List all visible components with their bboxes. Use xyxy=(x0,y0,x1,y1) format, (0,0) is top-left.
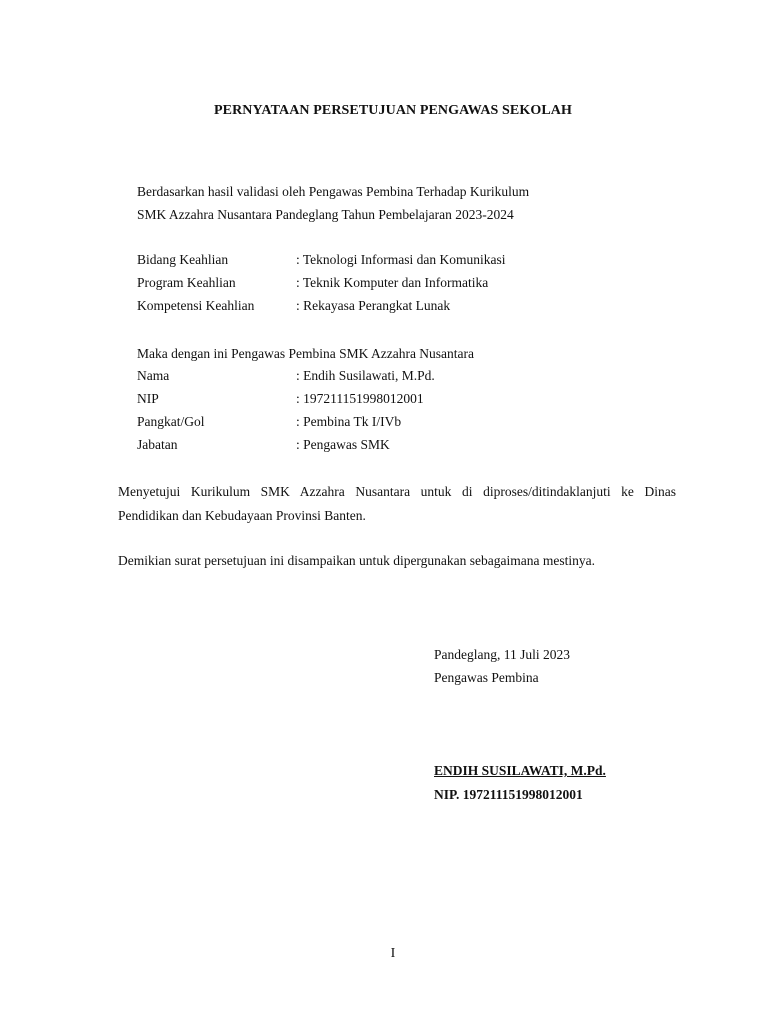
supervisor-intro: Maka dengan ini Pengawas Pembina SMK Azzahra Nusantara xyxy=(137,346,475,361)
page-number: I xyxy=(390,946,396,961)
field-label: NIP xyxy=(137,391,159,406)
field-value: : 197211151998012001 xyxy=(296,391,424,406)
closing-statement: Demikian surat persetujuan ini disampaikan untuk dipergunakan sebagaimana mestinya. xyxy=(118,553,595,568)
approval-line-1 xyxy=(118,483,676,500)
field-row-pangkat xyxy=(0,414,768,431)
field-label: Kompetensi Keahlian xyxy=(137,298,255,313)
field-value: : Endih Susilawati, M.Pd. xyxy=(296,368,435,383)
document-title: PERNYATAAN PERSETUJUAN PENGAWAS SEKOLAH xyxy=(214,103,572,118)
field-row-nip xyxy=(0,391,768,408)
field-label: Jabatan xyxy=(137,437,178,452)
field-label: Nama xyxy=(137,368,170,383)
field-row-jabatan xyxy=(0,437,768,454)
approval-line-1-text: Menyetujui Kurikulum SMK Azzahra Nusantara untuk di diproses/ditindaklanjuti ke Dinas xyxy=(118,484,676,499)
field-row-kompetensi xyxy=(0,298,768,315)
signature-role: Pengawas Pembina xyxy=(434,670,539,685)
field-value: : Pengawas SMK xyxy=(296,437,390,452)
field-label: Bidang Keahlian xyxy=(137,252,229,267)
field-row-bidang xyxy=(0,252,768,269)
signature-name: ENDIH SUSILAWATI, M.Pd. xyxy=(434,763,606,778)
field-row-program xyxy=(0,275,768,292)
field-row-nama xyxy=(0,368,768,385)
field-label: Program Keahlian xyxy=(137,275,236,290)
intro-line-2: SMK Azzahra Nusantara Pandeglang Tahun Pembelajaran 2023-2024 xyxy=(137,207,514,222)
field-value: : Pembina Tk I/IVb xyxy=(296,414,402,429)
intro-line-1: Berdasarkan hasil validasi oleh Pengawas Pembina Terhadap Kurikulum xyxy=(137,184,530,199)
signature-nip: NIP. 197211151998012001 xyxy=(434,787,583,802)
signature-place-date: Pandeglang, 11 Juli 2023 xyxy=(434,647,570,662)
field-value: : Rekayasa Perangkat Lunak xyxy=(296,298,451,313)
field-value: : Teknik Komputer dan Informatika xyxy=(296,275,489,290)
field-label: Pangkat/Gol xyxy=(137,414,205,429)
field-value: : Teknologi Informasi dan Komunikasi xyxy=(296,252,506,267)
approval-line-2: Pendidikan dan Kebudayaan Provinsi Banten. xyxy=(118,508,366,523)
